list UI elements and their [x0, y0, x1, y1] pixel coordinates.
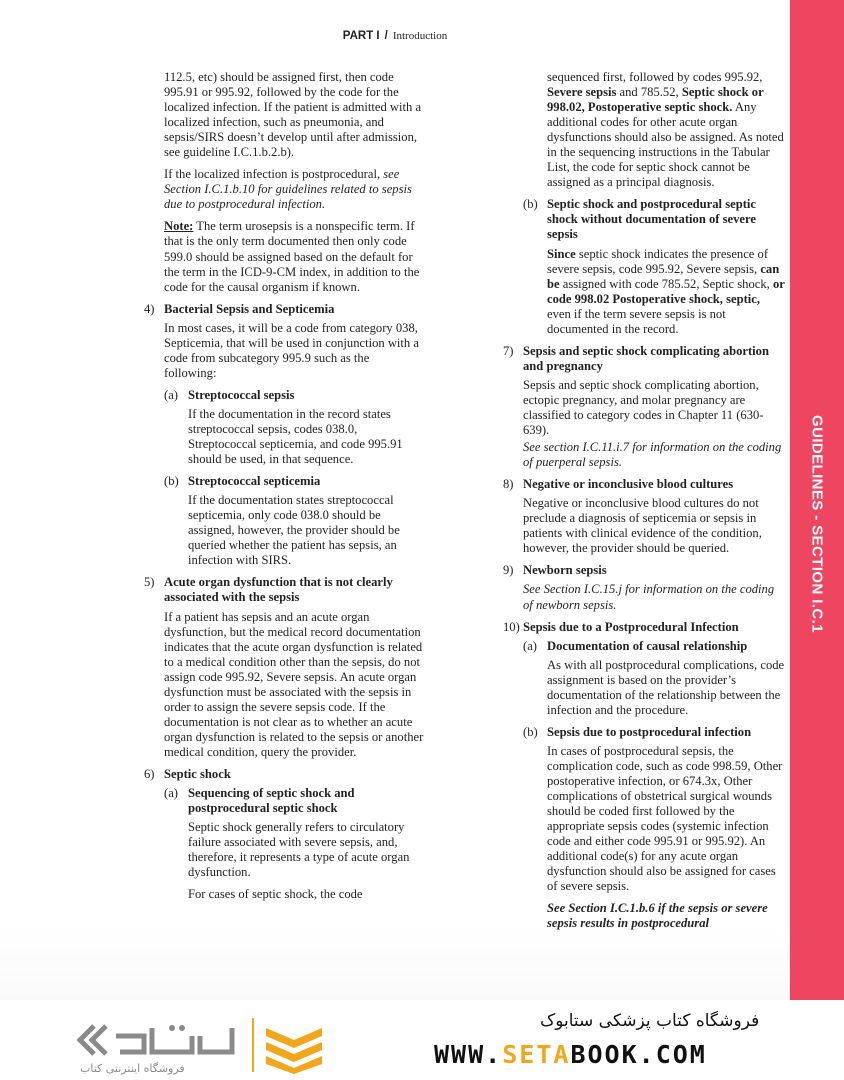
paragraph: Septic shock generally refers to circulatory failure associated with severe sepsis, and, therefore, it represents a type of acute organ dysfunction. — [188, 820, 410, 880]
subsection-title: Streptococcal septicemia — [188, 474, 321, 489]
subsection-heading — [523, 725, 786, 740]
paragraph: For cases of septic shock, the code — [188, 887, 363, 902]
section-label: Introduction — [392, 30, 448, 42]
paragraph: As with all postprocedural complications, code assignment is based on the provider’s documentation of the relationship between the infection and the procedure. — [547, 657, 785, 717]
note-label: Note: — [164, 219, 194, 234]
note-paragraph — [144, 219, 424, 294]
url-part: WWW. — [434, 1040, 503, 1069]
text: and 785.52, — [616, 85, 682, 100]
subsection-title: Sepsis due to postprocedural infection — [547, 724, 752, 739]
subsection-title: Sequencing of septic shock and postprocedural septic shock — [188, 786, 355, 816]
section-heading — [144, 575, 424, 605]
paragraph: 112.5, etc) should be assigned first, then code 995.91 or 995.92, followed by the code for the localized infection. If the patient is admitted with a localized infection, such as pneumonia, and sepsis/SIRS doesn’t develop until after admission, see guideline I.C.1.b.2.b). — [164, 70, 422, 160]
url-highlight: SETA — [502, 1040, 571, 1069]
text: If the localized infection is postprocedural, — [164, 167, 384, 182]
cross-reference: see Section I.C.1.b.10 for guidelines related to sepsis due to postprocedural infection. — [164, 167, 412, 212]
section-title: Negative or inconclusive blood cultures — [523, 477, 734, 492]
paragraph: In most cases, it will be a code from category 038, Septicemia, that will be used in conjunction with a code from subcategory 995.9 such as the following: — [164, 320, 419, 380]
cross-reference: See Section I.C.15.j for information on the coding of newborn sepsis. — [523, 582, 775, 612]
section-number: 7) — [503, 343, 514, 358]
paragraph: In cases of postprocedural sepsis, the complication code, such as code 998.59, Other postoperative infection, or 674.3x, Other complications of obstetrical surgical wounds should be coded first followed by the appropriate sepsis codes (systemic infection code and either code 995.91 or 995.92). An additional code(s) for any acute organ dysfunction should also be assigned for cases of severe sepsis. — [547, 743, 783, 894]
paragraph: If a patient has sepsis and an acute organ dysfunction, but the medical record documentation indicates that the acute organ dysfunction is related to a medical condition other than the sepsis, do not assign code 995.92, Severe sepsis. An acute organ dysfunction must be associated with the sepsis in order to assign the severe sepsis code. If the documentation is not clear as to whether an acute organ dysfunction is related to the sepsis or another medical condition, query the provider. — [164, 609, 424, 759]
subsection-label: (b) — [523, 197, 538, 212]
section-title: Bacterial Sepsis and Septicemia — [164, 301, 335, 316]
paragraph — [503, 70, 786, 190]
section-number: 6) — [144, 766, 155, 781]
paragraph — [144, 167, 424, 212]
subsection-heading — [523, 639, 786, 654]
section-number: 9) — [503, 563, 514, 578]
section-title: Newborn sepsis — [523, 563, 607, 578]
subsection-title: Documentation of causal relationship — [547, 638, 748, 653]
paragraph — [503, 247, 786, 337]
section-heading — [503, 344, 786, 374]
text: The term urosepsis is a nonspecific term. If that is the only term documented then only code 599.0 should be assigned based on the default for the term in the ICD-9-CM index, in addition to the code for the causal organism if known. — [164, 219, 420, 294]
side-tab-label: GUIDELINES - SECTION I.C.1 — [808, 415, 826, 633]
cross-reference: See section I.C.11.i.7 for information on the coding of puerperal sepsis. — [523, 440, 782, 470]
subsection-heading — [164, 474, 424, 489]
bold-text: Septic shock or 998.02, Postoperative septic shock. — [547, 85, 764, 115]
section-number: 8) — [503, 477, 514, 492]
part-label: PART I — [342, 30, 380, 42]
section-heading — [144, 767, 424, 782]
text: septic shock indicates the presence of severe sepsis, code 995.92, Severe sepsis, — [547, 246, 769, 276]
subsection-label: (b) — [164, 474, 179, 489]
shop-url — [434, 1040, 707, 1069]
url-part: BOOK.COM — [570, 1040, 707, 1069]
running-header — [0, 30, 790, 42]
cross-reference: See Section I.C.1.b.6 if the sepsis or severe sepsis results in postprocedural — [547, 901, 768, 931]
subsection-heading — [164, 786, 424, 816]
shop-name: فروشگاه کتاب پزشکی ستابوک — [540, 1011, 760, 1031]
subsection-label: (a) — [164, 786, 178, 801]
section-title: Sepsis due to a Postprocedural Infection — [523, 619, 739, 634]
section-heading — [503, 620, 786, 635]
bold-text: or code 998.02 Postoperative shock, septic, — [547, 276, 785, 306]
section-title: Septic shock — [164, 766, 231, 781]
header-separator: / — [384, 30, 388, 42]
section-title: Acute organ dysfunction that is not clearly associated with the sepsis — [164, 575, 393, 605]
setabook-logo-icon — [72, 1014, 332, 1076]
subsection-label: (a) — [164, 387, 178, 402]
subsection-title: Septic shock and postprocedural septic shock without documentation of severe sepsis — [547, 197, 756, 242]
section-number: 4) — [144, 301, 155, 316]
paragraph: If the documentation in the record states streptococcal sepsis, codes 038.0, Streptococcal septicemia, and code 995.91 should be used, in that sequence. — [188, 406, 403, 467]
section-title: Sepsis and septic shock complicating abortion and pregnancy — [523, 343, 769, 373]
section-heading — [144, 302, 424, 317]
text: assigned with code 785.52, Septic shock, — [559, 276, 773, 291]
right-column — [503, 70, 786, 938]
text: even if the term severe sepsis is not documented in the record. — [547, 306, 726, 336]
subsection-heading — [523, 197, 786, 242]
page-fade — [0, 930, 790, 1000]
logo-caption: فروشگاه اینترنتی کتاب — [80, 1062, 185, 1075]
left-column — [144, 70, 424, 909]
bold-text: Since — [547, 246, 576, 261]
subsection-heading — [164, 388, 424, 403]
paragraph: If the documentation states streptococcal septicemia, only code 038.0 should be assigned, however, the provider should be queried whether the patient has sepsis, an infection with SIRS. — [188, 493, 400, 568]
section-number: 5) — [144, 575, 155, 590]
paragraph: Sepsis and septic shock complicating abortion, ectopic pregnancy, and molar pregnancy are classified to category codes in Chapter 11 (630-639). — [523, 377, 764, 438]
paragraph: Negative or inconclusive blood cultures do not preclude a diagnosis of septicemia or sepsis in patients with clinical evidence of the condition, however, the provider should be queried. — [523, 496, 762, 556]
bold-text: can be — [547, 261, 780, 291]
subsection-label: (b) — [523, 724, 538, 739]
section-heading — [503, 563, 786, 578]
bold-text: Severe sepsis — [547, 85, 617, 100]
text: sequenced first, followed by codes 995.92, — [547, 70, 763, 84]
subsection-label: (a) — [523, 638, 537, 653]
subsection-title: Streptococcal sepsis — [188, 387, 295, 402]
section-number: 10) — [503, 619, 520, 634]
text: Any additional codes for other acute organ dysfunctions should also be assigned. As noted in the sequencing instructions in the Tabular List, the code for septic shock cannot be assigned as a principal diagnosis. — [547, 100, 784, 190]
section-heading — [503, 477, 786, 492]
